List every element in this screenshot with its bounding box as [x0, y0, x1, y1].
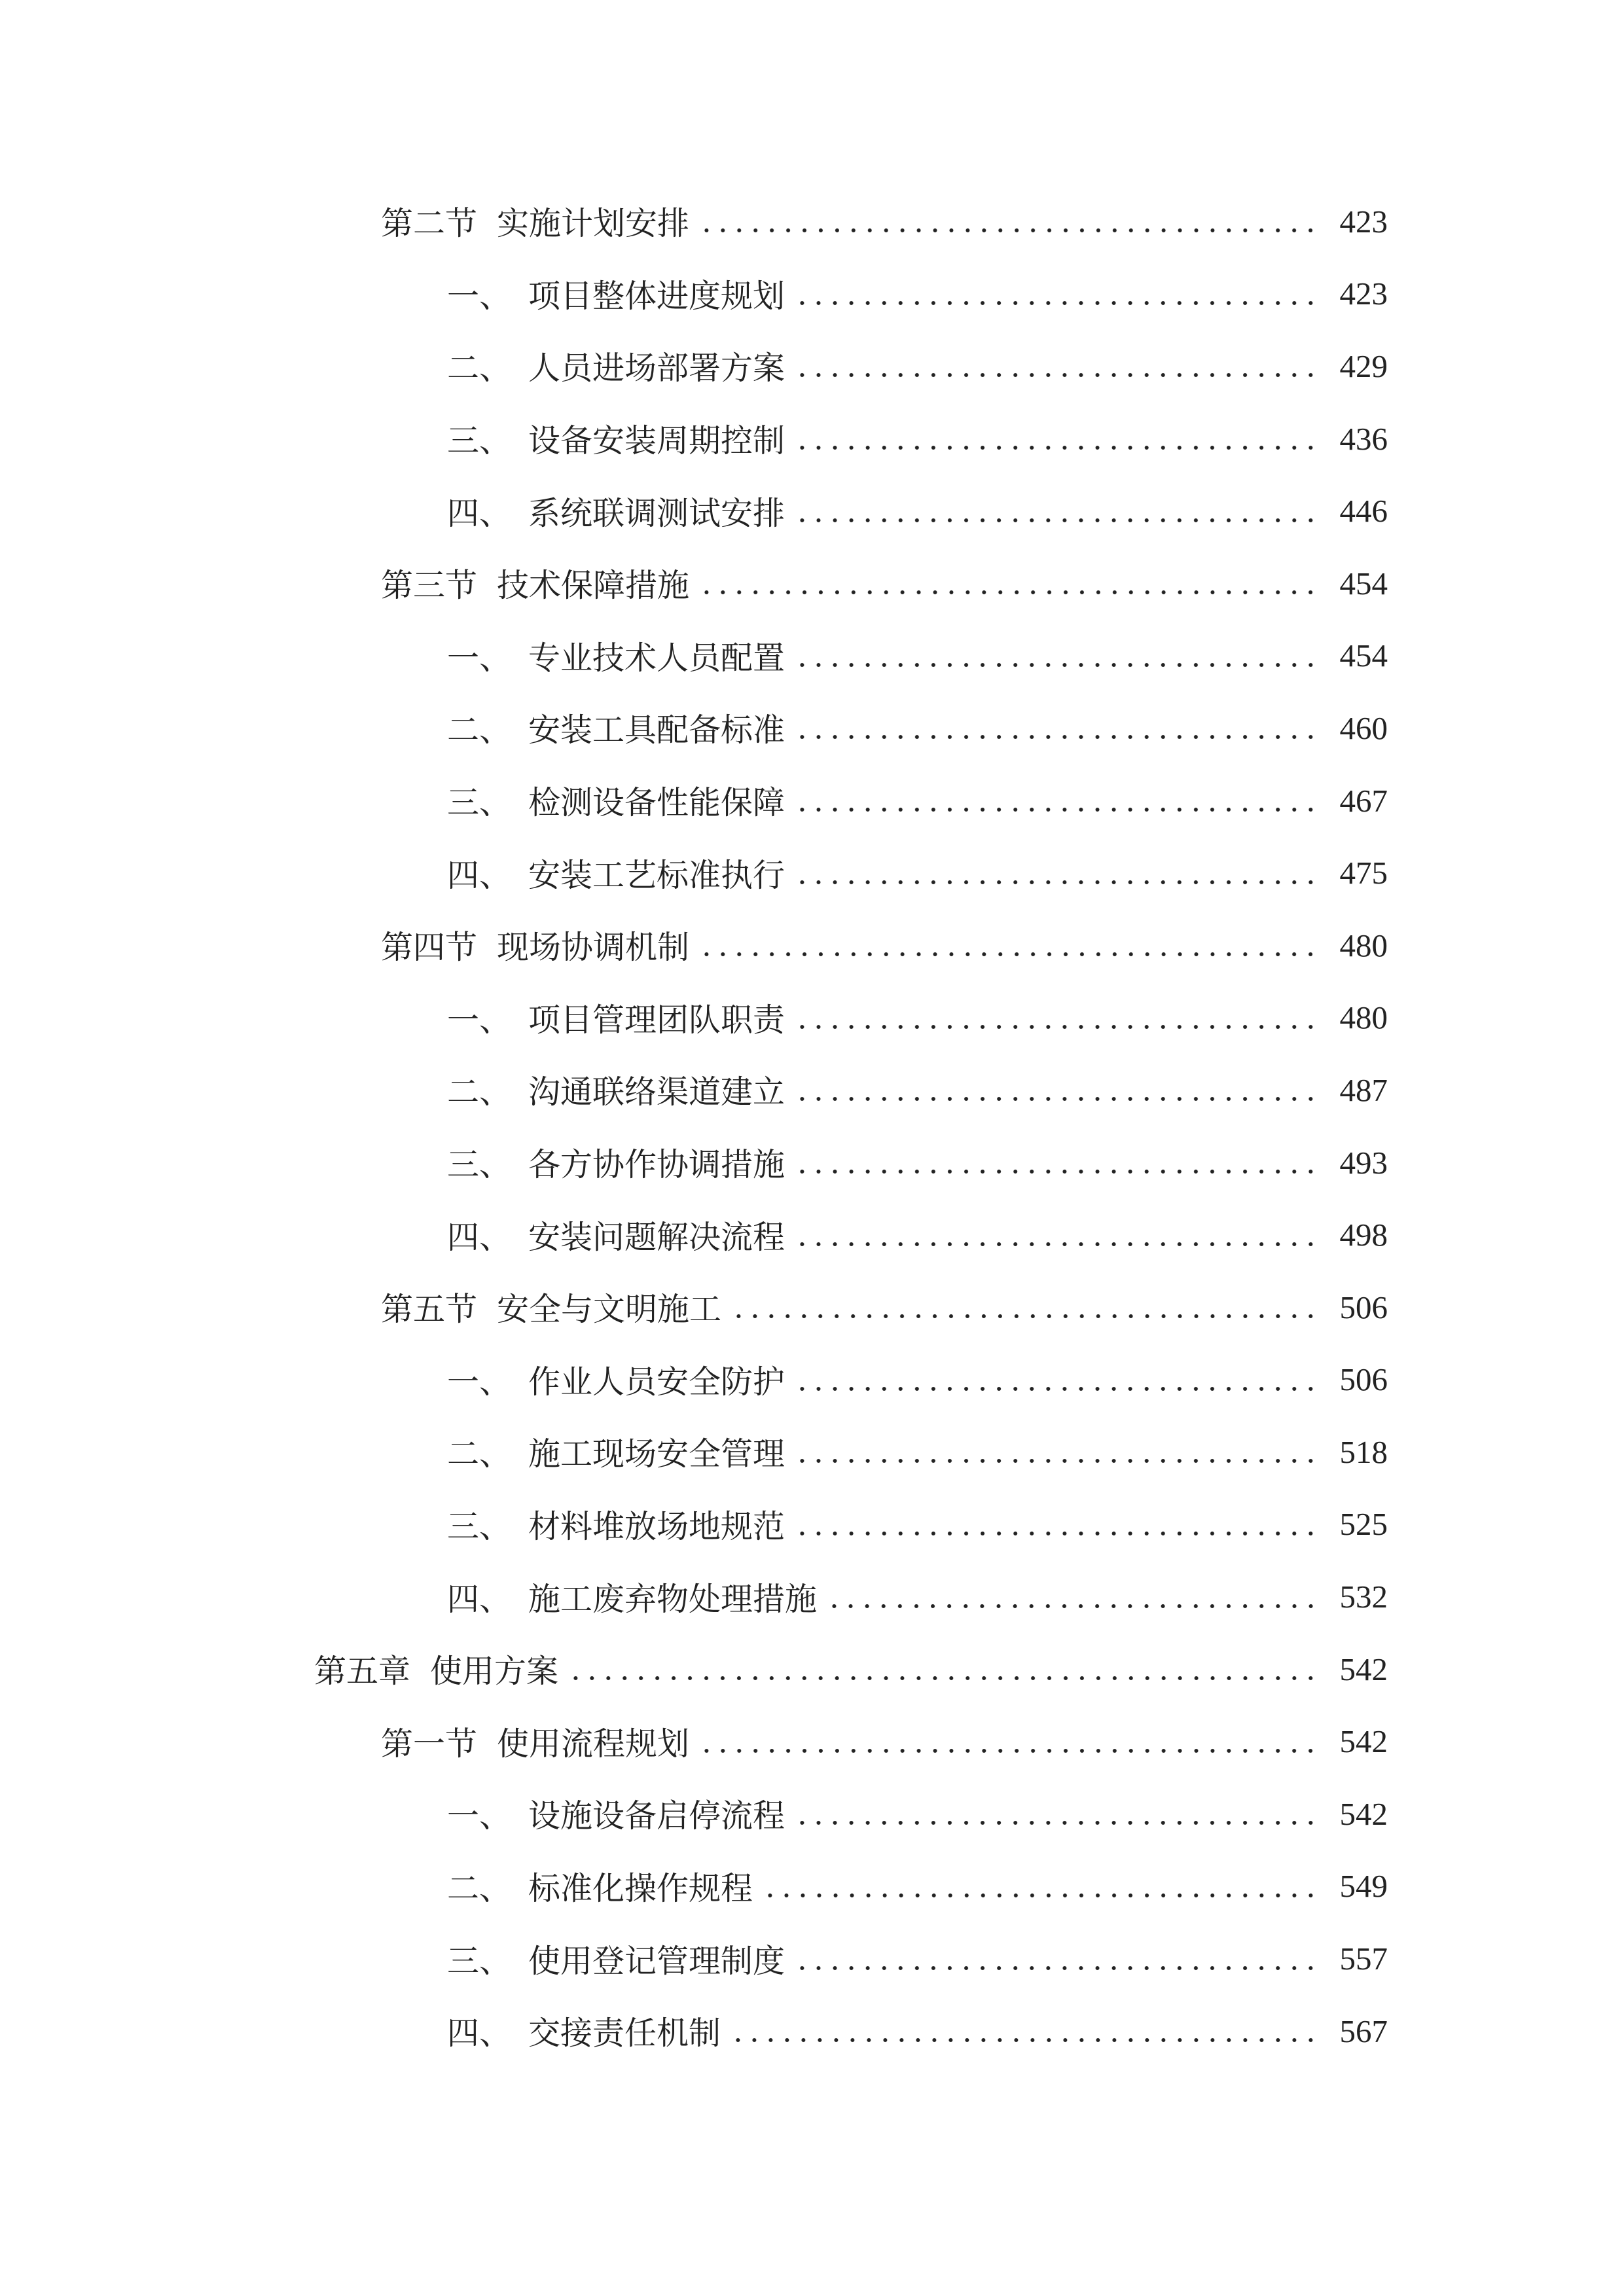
entry-prefix: 二、 — [447, 1870, 512, 1907]
entry-prefix: 第三节 — [381, 567, 478, 604]
toc-entry-item[interactable] — [0, 1126, 1388, 1199]
toc-entry-item[interactable] — [0, 403, 1388, 475]
entry-prefix: 第二节 — [381, 206, 478, 242]
dot-leader — [698, 589, 1318, 596]
dot-leader — [794, 1820, 1318, 1826]
entry-title: 安装工具配备标准 — [528, 712, 785, 749]
entry-title: 施工废弃物处理措施 — [528, 1581, 818, 1617]
toc-entry-item[interactable] — [0, 1850, 1388, 1923]
page-number: 518 — [1339, 1433, 1388, 1470]
toc-entry-item[interactable] — [0, 1488, 1388, 1561]
dot-leader — [794, 1168, 1318, 1175]
dot-leader — [794, 1386, 1318, 1392]
entry-prefix: 四、 — [447, 1219, 512, 1255]
dot-leader — [730, 2037, 1318, 2043]
page-number: 498 — [1339, 1217, 1388, 1253]
toc-entry-section[interactable] — [0, 1705, 1388, 1778]
toc-entry-item[interactable] — [0, 1416, 1388, 1488]
dot-leader — [698, 227, 1318, 234]
toc-entry-item[interactable] — [0, 1560, 1388, 1633]
entry-prefix: 第五节 — [381, 1291, 478, 1328]
toc-entry-item[interactable] — [0, 330, 1388, 403]
toc-entry-item[interactable] — [0, 692, 1388, 764]
entry-prefix: 三、 — [447, 785, 512, 821]
toc-entry-item[interactable] — [0, 1922, 1388, 1995]
page-number: 475 — [1339, 855, 1388, 891]
entry-title: 施工现场安全管理 — [528, 1436, 785, 1473]
toc-entry-item[interactable] — [0, 764, 1388, 837]
entry-prefix: 一、 — [447, 639, 512, 676]
page-number: 487 — [1339, 1071, 1388, 1108]
entry-prefix: 四、 — [447, 2015, 512, 2052]
entry-title: 人员进场部署方案 — [528, 350, 785, 387]
entry-prefix: 四、 — [447, 1581, 512, 1617]
dot-leader — [794, 1096, 1318, 1102]
entry-prefix: 四、 — [447, 495, 512, 531]
page-number: 542 — [1339, 1651, 1388, 1687]
entry-prefix: 一、 — [447, 1798, 512, 1835]
entry-title: 安装问题解决流程 — [528, 1219, 785, 1255]
entry-title: 交接责任机制 — [528, 2015, 721, 2052]
page-number: 493 — [1339, 1144, 1388, 1181]
entry-prefix: 三、 — [447, 1943, 512, 1979]
page-number: 480 — [1339, 999, 1388, 1036]
page-number: 567 — [1339, 2013, 1388, 2049]
dot-leader — [794, 734, 1318, 740]
entry-title: 安装工艺标准执行 — [528, 857, 785, 893]
entry-title: 技术保障措施 — [497, 567, 690, 604]
entry-title: 检测设备性能保障 — [528, 785, 785, 821]
dot-leader — [794, 1965, 1318, 1971]
page-number: 557 — [1339, 1941, 1388, 1977]
entry-title: 现场协调机制 — [497, 929, 690, 966]
entry-title: 沟通联络渠道建立 — [528, 1074, 785, 1111]
toc-entry-item[interactable] — [0, 836, 1388, 909]
page-number: 454 — [1339, 637, 1388, 674]
toc-entry-item[interactable] — [0, 620, 1388, 692]
entry-prefix: 二、 — [447, 1436, 512, 1473]
dot-leader — [698, 1748, 1318, 1754]
dot-leader — [794, 806, 1318, 813]
dot-leader — [794, 517, 1318, 524]
entry-title: 作业人员安全防护 — [528, 1363, 785, 1400]
page-number: 467 — [1339, 782, 1388, 819]
entry-prefix: 二、 — [447, 350, 512, 387]
page-number: 542 — [1339, 1795, 1388, 1832]
entry-title: 使用方案 — [430, 1653, 559, 1690]
entry-prefix: 一、 — [447, 1363, 512, 1400]
dot-leader — [794, 662, 1318, 668]
dot-leader — [794, 879, 1318, 886]
toc-entry-section[interactable] — [0, 909, 1388, 982]
entry-title: 使用流程规划 — [497, 1725, 690, 1762]
dot-leader — [794, 1024, 1318, 1030]
dot-leader — [731, 1313, 1318, 1319]
entry-title: 材料堆放场地规范 — [528, 1508, 785, 1545]
page-number: 506 — [1339, 1289, 1388, 1325]
entry-prefix: 四、 — [447, 857, 512, 893]
entry-prefix: 二、 — [447, 1074, 512, 1111]
entry-title: 系统联调测试安排 — [528, 495, 785, 531]
entry-title: 设备安装周期控制 — [528, 423, 785, 459]
entry-title: 各方协作协调措施 — [528, 1147, 785, 1183]
page-number: 460 — [1339, 709, 1388, 746]
toc-entry-item[interactable] — [0, 1344, 1388, 1416]
entry-prefix: 三、 — [447, 1147, 512, 1183]
toc-entry-item[interactable] — [0, 1054, 1388, 1126]
toc-entry-item[interactable] — [0, 982, 1388, 1054]
dot-leader — [762, 1892, 1318, 1899]
page-number: 506 — [1339, 1361, 1388, 1398]
toc-entry-item[interactable] — [0, 1778, 1388, 1850]
dot-leader — [794, 1241, 1318, 1247]
toc-entry-section[interactable] — [0, 1271, 1388, 1344]
entry-title: 标准化操作规程 — [528, 1870, 753, 1907]
entry-title: 使用登记管理制度 — [528, 1943, 785, 1979]
page-number: 423 — [1339, 203, 1388, 240]
entry-prefix: 一、 — [447, 1001, 512, 1038]
toc-entry-section[interactable] — [0, 547, 1388, 620]
dot-leader — [698, 951, 1318, 958]
entry-prefix: 第四节 — [381, 929, 478, 966]
entry-title: 专业技术人员配置 — [528, 639, 785, 676]
page-number: 542 — [1339, 1723, 1388, 1760]
page-number: 446 — [1339, 493, 1388, 529]
page-number: 525 — [1339, 1506, 1388, 1543]
toc-entry-chapter[interactable] — [0, 1633, 1388, 1706]
page-number: 423 — [1339, 276, 1388, 312]
dot-leader — [794, 444, 1318, 451]
dot-leader — [794, 300, 1318, 306]
dot-leader — [568, 1675, 1318, 1681]
entry-prefix: 三、 — [447, 1508, 512, 1545]
toc-entry-item[interactable] — [0, 1995, 1388, 2068]
dot-leader — [826, 1603, 1318, 1609]
entry-prefix: 三、 — [447, 423, 512, 459]
page-number: 532 — [1339, 1579, 1388, 1615]
entry-title: 项目管理团队职责 — [528, 1001, 785, 1038]
toc-entry-section[interactable] — [0, 185, 1388, 258]
entry-prefix: 第五章 — [314, 1653, 411, 1690]
page-number: 429 — [1339, 348, 1388, 384]
toc-entry-item[interactable] — [0, 1198, 1388, 1271]
page-number: 549 — [1339, 1868, 1388, 1905]
page-number: 436 — [1339, 420, 1388, 457]
entry-prefix: 第一节 — [381, 1725, 478, 1762]
entry-title: 项目整体进度规划 — [528, 278, 785, 314]
table-of-contents — [0, 185, 1388, 2067]
page-number: 454 — [1339, 565, 1388, 601]
entry-title: 实施计划安排 — [497, 206, 690, 242]
entry-title: 安全与文明施工 — [497, 1291, 722, 1328]
toc-entry-item[interactable] — [0, 258, 1388, 331]
entry-title: 设施设备启停流程 — [528, 1798, 785, 1835]
toc-entry-item[interactable] — [0, 475, 1388, 547]
dot-leader — [794, 372, 1318, 378]
entry-prefix: 二、 — [447, 712, 512, 749]
dot-leader — [794, 1458, 1318, 1464]
entry-prefix: 一、 — [447, 278, 512, 314]
dot-leader — [794, 1530, 1318, 1537]
page-number: 480 — [1339, 927, 1388, 963]
